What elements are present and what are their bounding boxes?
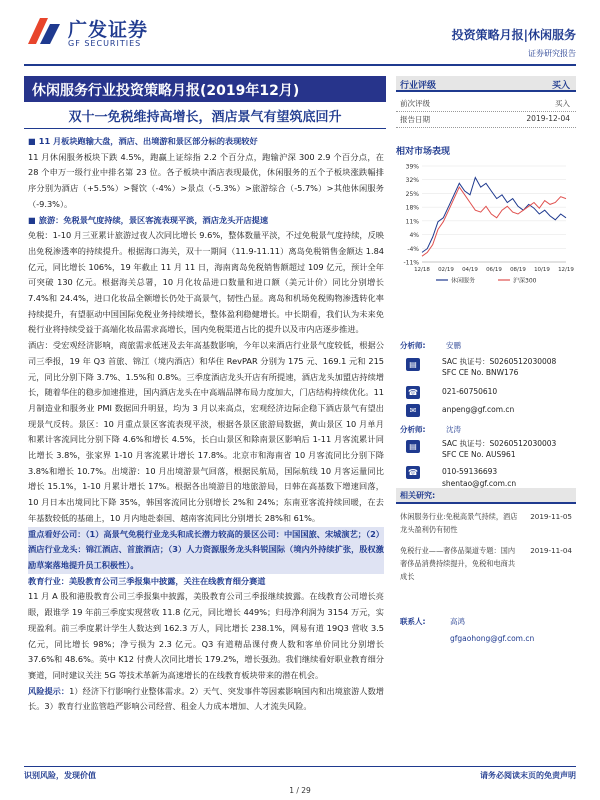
related-item[interactable] — [400, 544, 576, 583]
related-title: 免税行业——奢侈品渠道专题：国内奢侈品消费持续提升，免税和电商共成长 — [400, 546, 516, 581]
chart-x-tick-label: 06/19 — [486, 267, 502, 273]
analyst2-sac: SAC 执证号：S0260512030003 — [442, 439, 557, 448]
analyst1-sfc: SFC CE No. BNW176 — [442, 368, 519, 377]
analyst1-email[interactable]: anpeng@gf.com.cn — [442, 405, 515, 414]
rating-header — [396, 76, 576, 92]
report-category: 投资策略月报|休闲服务 — [451, 28, 576, 42]
header-divider — [24, 64, 576, 66]
paragraph: 酒店：受宏观经济影响，商旅需求低迷及去年高基数影响，今年以来酒店行业景气度较低，根据公司三季报，19 年 Q3 首旅、锦江（境内酒店）和华住 RevPAR 分别为 175 元、169.1 元和 215 元，同比分别下降 3.7%、1.5%和 0.8%。三季度酒店龙头开店有所提速，酒店龙头加盟店持续增长，随着华住的稳步加速推进，国内酒店龙头在中高端品牌布局力度加大，门店结构持续优化。11 月制造业和服务业 PMI 数据回升明显，均为 3 月以来高点，宏观经济边际企稳下酒店景气有望出现景气反转。景区：10 月重点景区客流表现平淡，根据各景区旅游局数据，黄山景区 10 月单月和累计客流同比分别下降 4.6%和增长 4.5%，长白山景区和除南景区影响后 1-11 月客流累计同比增长 3.8%，张家界 1-10 月客流累计增长 17.8%。北京市和海南省 10 月客流同比分别下降 3.8%和增长 10.7%。出境游：10 月出境游景气回落，根据民航局，国际航线 10 月客运量同比增长 15.1%，1-10 月累计增长 17%。根据各出境游目的地旅游局，日韩在高基数下增速回落，10 月日本出境同比下降 35%，韩国客流同比分别增长 2%和 24%；东南亚客流持续回暖，在去年基数较低的基础上，10 月内地赴泰国、越南客流同比分别增长 28%和 61%。 — [28, 340, 384, 523]
chart-series-line-0 — [422, 178, 566, 253]
phone-icon: ☎ — [406, 466, 420, 479]
chart-y-tick-label: 18% — [405, 204, 419, 212]
related-research-header: 相关研究: — [396, 488, 576, 504]
analyst2-sfc: SFC CE No. AUS961 — [442, 450, 516, 459]
section-heading: 11 月板块跑输大盘，酒店、出境游和景区部分标的表现较好 — [38, 136, 258, 146]
chart-x-tick-label: 12/18 — [414, 267, 430, 273]
chart-title: 相对市场表现 — [396, 147, 451, 157]
chart-y-tick-label: 4% — [409, 232, 419, 240]
subtitle-divider — [24, 128, 386, 129]
analyst1-sac-row — [396, 356, 576, 377]
chart-x-tick-label: 02/19 — [438, 267, 454, 273]
footer-slogan: 识别风险，发现价值 — [24, 771, 96, 780]
chart-y-tick-label: -11% — [403, 259, 419, 267]
contact-label: 联系人: — [400, 617, 426, 626]
related-date: 2019-11-04 — [530, 546, 572, 555]
paragraph: 11 月休闲服务板块下跌 4.5%，跑赢上证综指 2.2 个百分点，跑输沪深 300 2.9 个百分点，在 28 个申万一级行业中排名第 23 位。各子板块中酒店表现最优，休闲服务的五个子板块涨跌幅排序分别为酒店（+5.5%）>餐饮（-4%）>景点（-5.3%）>旅游综合（-5.7%）>其他休闲服务（-9.3%）。 — [28, 151, 384, 209]
footer-disclaimer: 请务必阅读末页的免责声明 — [480, 771, 576, 780]
analyst2-name: 沈涛 — [446, 425, 461, 434]
section-heading: 教育行业：美股教育公司三季报集中披露，关注在线教育细分赛道 — [28, 575, 266, 586]
rating-value: 买入 — [551, 81, 570, 91]
related-title: 休闲服务行业:免税高景气持续，酒店龙头盈利仍有韧性 — [400, 512, 518, 534]
id-card-icon: ▤ — [406, 440, 420, 453]
analyst2-sac-row — [396, 438, 576, 459]
bullet-icon: ■ — [28, 214, 36, 225]
prev-rating-row — [396, 98, 576, 112]
bullet-icon: ■ — [28, 136, 36, 146]
report-date-label: 报告日期 — [400, 115, 430, 124]
chart-x-tick-label: 10/19 — [534, 267, 550, 273]
chart-x-tick-label: 08/19 — [510, 267, 526, 273]
contact-email[interactable]: gfgaohong@gf.com.cn — [450, 634, 535, 643]
logo-en-text: GF SECURITIES — [68, 39, 142, 48]
related-date: 2019-11-05 — [530, 512, 572, 521]
analyst1-name: 安鹏 — [446, 341, 461, 350]
section-education — [28, 574, 384, 590]
report-body — [28, 134, 384, 715]
section-heading: 旅游：免税景气度持续，景区客流表现平淡，酒店龙头开店提速 — [38, 214, 269, 225]
id-card-icon: ▤ — [406, 358, 420, 371]
paragraph: 11 月 A 股和港股教育公司三季报集中披露，美股教育公司三季报继续披露。在线教育公司增长亮眼，跟谁学 19 年前三季度实现营收 11.8 亿元，同比增长 449%；归母净利润为 3154 万元，实现盈利。前三季度累计学生人数达到 162.3 万人，同比增长 238.1%，网易有道 19Q3 营收 3.5 亿元，同比增长 98%；净亏损为 2.3 亿元。Q3 有道精品课付费人数和客单价同比分别增长 37.6%和 48.6%。英中 K12 付费人次同比增长 179.2%，增长强劲。我们继续看好职业教育细分赛道，同时建议关注 5G 等技术革新为高速增长的在线教育板块带来的潜在机会。 — [28, 591, 384, 680]
page-number: 1 / 29 — [289, 786, 311, 795]
analyst1-phone-row — [396, 386, 576, 404]
chart-x-tick-label: 04/19 — [462, 267, 478, 273]
email-icon: ✉ — [406, 404, 420, 417]
analyst2-email[interactable]: shentao@gf.com.cn — [442, 479, 517, 488]
report-date-value: 2019-12-04 — [526, 114, 570, 123]
gf-logo-icon — [24, 14, 64, 50]
analyst1-email-row — [396, 404, 576, 422]
chart-y-tick-label: 39% — [405, 163, 419, 171]
key-picks: 重点看好公司：（1）高景气免税行业龙头和成长潜力较高的景区公司：中国国旅、宋城演艺；（2）酒店行业龙头：锦江酒店、首旅酒店；（3）人力资源服务龙头科锐国际（境内外持续扩张，股权激励草案落地提升员工积极性）。 — [28, 527, 384, 574]
chart-y-tick-label: 11% — [405, 218, 419, 226]
paragraph: 免税：1-10 月三亚累计旅游过夜人次同比增长 9.6%，整体数量平淡，不过免税景气度持续，反映出免税渗透率的持续提升。根据海口海关，双十一期间（11.9-11.11）离岛免税销售金额达 1.84 亿元，同比增长 106%，19 年截止 11 月 11 日，海南离岛免税销售额超过 109 亿元，预计全年可突破 130 亿元。根据海关总署，10 月化妆品进口数量和进口额（美元计价）同比分别增长 7.4%和 24.4%，进口化妆品全额增长仍处于高景气，韧性凸显。离岛和机场免税购物渗透转化率持续提升，有望驱动中国国际免税业务持续增长，整体盈利稳健增长。中长期看，我们认为未来免税行业将持续受益于高端化妆品需求高增长，国内免税渠道占比的提升以及市内店逐步推进。 — [28, 230, 384, 335]
report-subtitle: 双十一免税维持高增长，酒店景气有望筑底回升 — [68, 110, 342, 125]
section-market — [28, 134, 384, 150]
analyst1-sac: SAC 执证号：S0260512030008 — [442, 357, 557, 366]
chart-legend-label: 沪深300 — [513, 277, 537, 285]
analyst1-label: 分析师: — [400, 341, 426, 350]
gf-logo — [24, 14, 164, 54]
contact-name: 高鸿 — [450, 617, 465, 626]
report-title: 休闲服务行业投资策略月报(2019年12月) — [24, 76, 386, 102]
chart-y-tick-label: -4% — [407, 245, 419, 253]
risk-section — [28, 684, 384, 715]
relative-performance-chart — [396, 158, 576, 288]
report-type: 证券研究报告 — [528, 49, 576, 58]
rating-label: 行业评级 — [400, 81, 437, 91]
prev-rating-label: 前次评级 — [400, 99, 430, 108]
risk-text: 1）经济下行影响行业整体需求。2）天气、突发事件等因素影响国内和出境旅游人数增长。3）教育行业监管趋严影响公司经营、租金人力成本增加、人才流失风险。 — [28, 685, 384, 712]
prev-rating-value: 买入 — [555, 99, 570, 108]
report-date-row — [396, 114, 576, 128]
chart-y-tick-label: 25% — [405, 190, 419, 198]
analyst2-email-row — [396, 480, 576, 488]
phone-icon: ☎ — [406, 386, 420, 399]
risk-heading: 风险提示： — [28, 685, 70, 696]
chart-y-tick-label: 32% — [405, 177, 419, 185]
related-item[interactable] — [400, 510, 576, 536]
chart-legend-label: 休闲服务 — [451, 277, 476, 285]
page-header — [0, 0, 600, 76]
chart-x-tick-label: 12/19 — [558, 267, 574, 273]
footer-divider — [24, 766, 576, 767]
chart-series-line-1 — [422, 187, 566, 256]
analyst1-phone: 021-60750610 — [442, 387, 498, 396]
logo-cn-text: 广发证券 — [68, 19, 149, 41]
analyst2-label: 分析师: — [400, 425, 426, 434]
section-tourism — [28, 213, 384, 229]
analyst2-phone: 010-59136693 — [442, 467, 498, 476]
